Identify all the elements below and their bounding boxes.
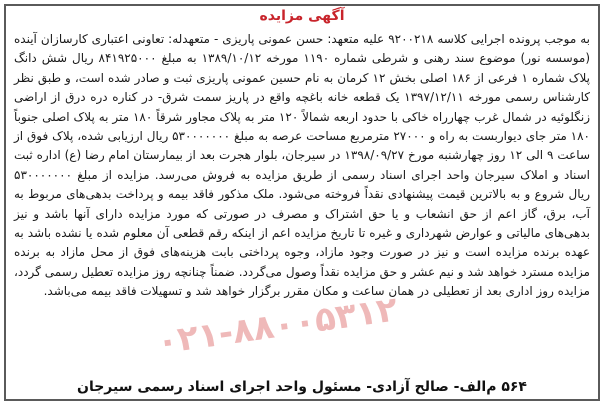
notice-footer: ۵۶۴ م‌الف- صالح آزادی- مسئول واحد اجرای اسناد رسمی سیرجان	[77, 379, 527, 395]
phone-watermark: ۰۲۱-۸۸۰۰۵۳۱۲	[154, 289, 400, 363]
notice-title: آگهی مزایده	[259, 8, 345, 24]
auction-notice	[4, 4, 600, 401]
notice-body: به موجب پرونده اجرایی کلاسه ۹۲۰۰۲۱۸ علیه متعهد: حسن عمونی پاریزی - متعهدله: تعاونی اعتباری کارسازان آینده (موسسه نور) موضوع سند رهنی و شرطی شماره ۱۱۹۰ مورخه ۱۳۸۹/۱۰/۱۲ به مبلغ ۸۴۱۹۲۵۰۰۰ ریال شش دانگ پلاک شماره ۱ فرعی از ۱۸۶ اصلی بخش ۱۲ کرمان به نام حسین عمونی پاریزی ثبت و صادر شده است، و طبق نظر کارشناس رسمی مورخه ۱۳۹۷/۱۲/۱۱ یک قطعه خانه باغچه واقع در پاریز سمت شرق- در کناره دره درق از اراضی زنگلوئیه در شمال غرب چهارراه خاکی با حدود اربعه شمالاً ۱۲۰ متر به پلاک مجاور شرقاً ۱۸۰ متر به پلاک اصلی جنوباً ۱۸۰ متر جای دیواربست به راه و ۲۷۰۰۰ مترمربع مساحت عرصه به مبلغ ۵۳۰۰۰۰۰۰۰ ریال ارزیابی شده، پلاک فوق از ساعت ۹ الی ۱۲ روز چهارشنبه مورخ ۱۳۹۸/۰۹/۲۷ در سیرجان، بلوار هجرت بعد از بیمارستان امام رضا (ع) اداره ثبت اسناد و املاک سیرجان واحد اجرای اسناد رسمی از طریق مزایده به فروش می‌رسد. مزایده از مبلغ ۵۳۰۰۰۰۰۰۰ ریال شروع و به بالاترین قیمت پیشنهادی نقداً فروخته می‌شود. ملک مذکور فاقد بیمه و پرداخت بدهی‌های مربوط به آب، برق، گاز اعم از حق انشعاب و یا حق اشتراک و مصرف در صورتی که مورد مزایده دارای آنها باشد و نیز بدهی‌های مالیاتی و عوارض شهرداری و غیره تا تاریخ مزایده اعم از اینکه رقم قطعی آن معلوم شده یا نشده باشد به عهده برنده مزایده است و نیز در صورت وجود مازاد، وجوه پرداختی بابت هزینه‌های فوق از محل مازاد به برنده مزایده مسترد خواهد شد و نیم عشر و حق مزایده نقداً وصول می‌گردد. ضمناً چنانچه روز مزایده تعطیل رسمی گردد، مزایده روز اداری بعد از تعطیلی در همان ساعت و مکان مقرر برگزار خواهد شد و تسهیلات فاقد بیمه می‌باشد.	[14, 32, 591, 299]
